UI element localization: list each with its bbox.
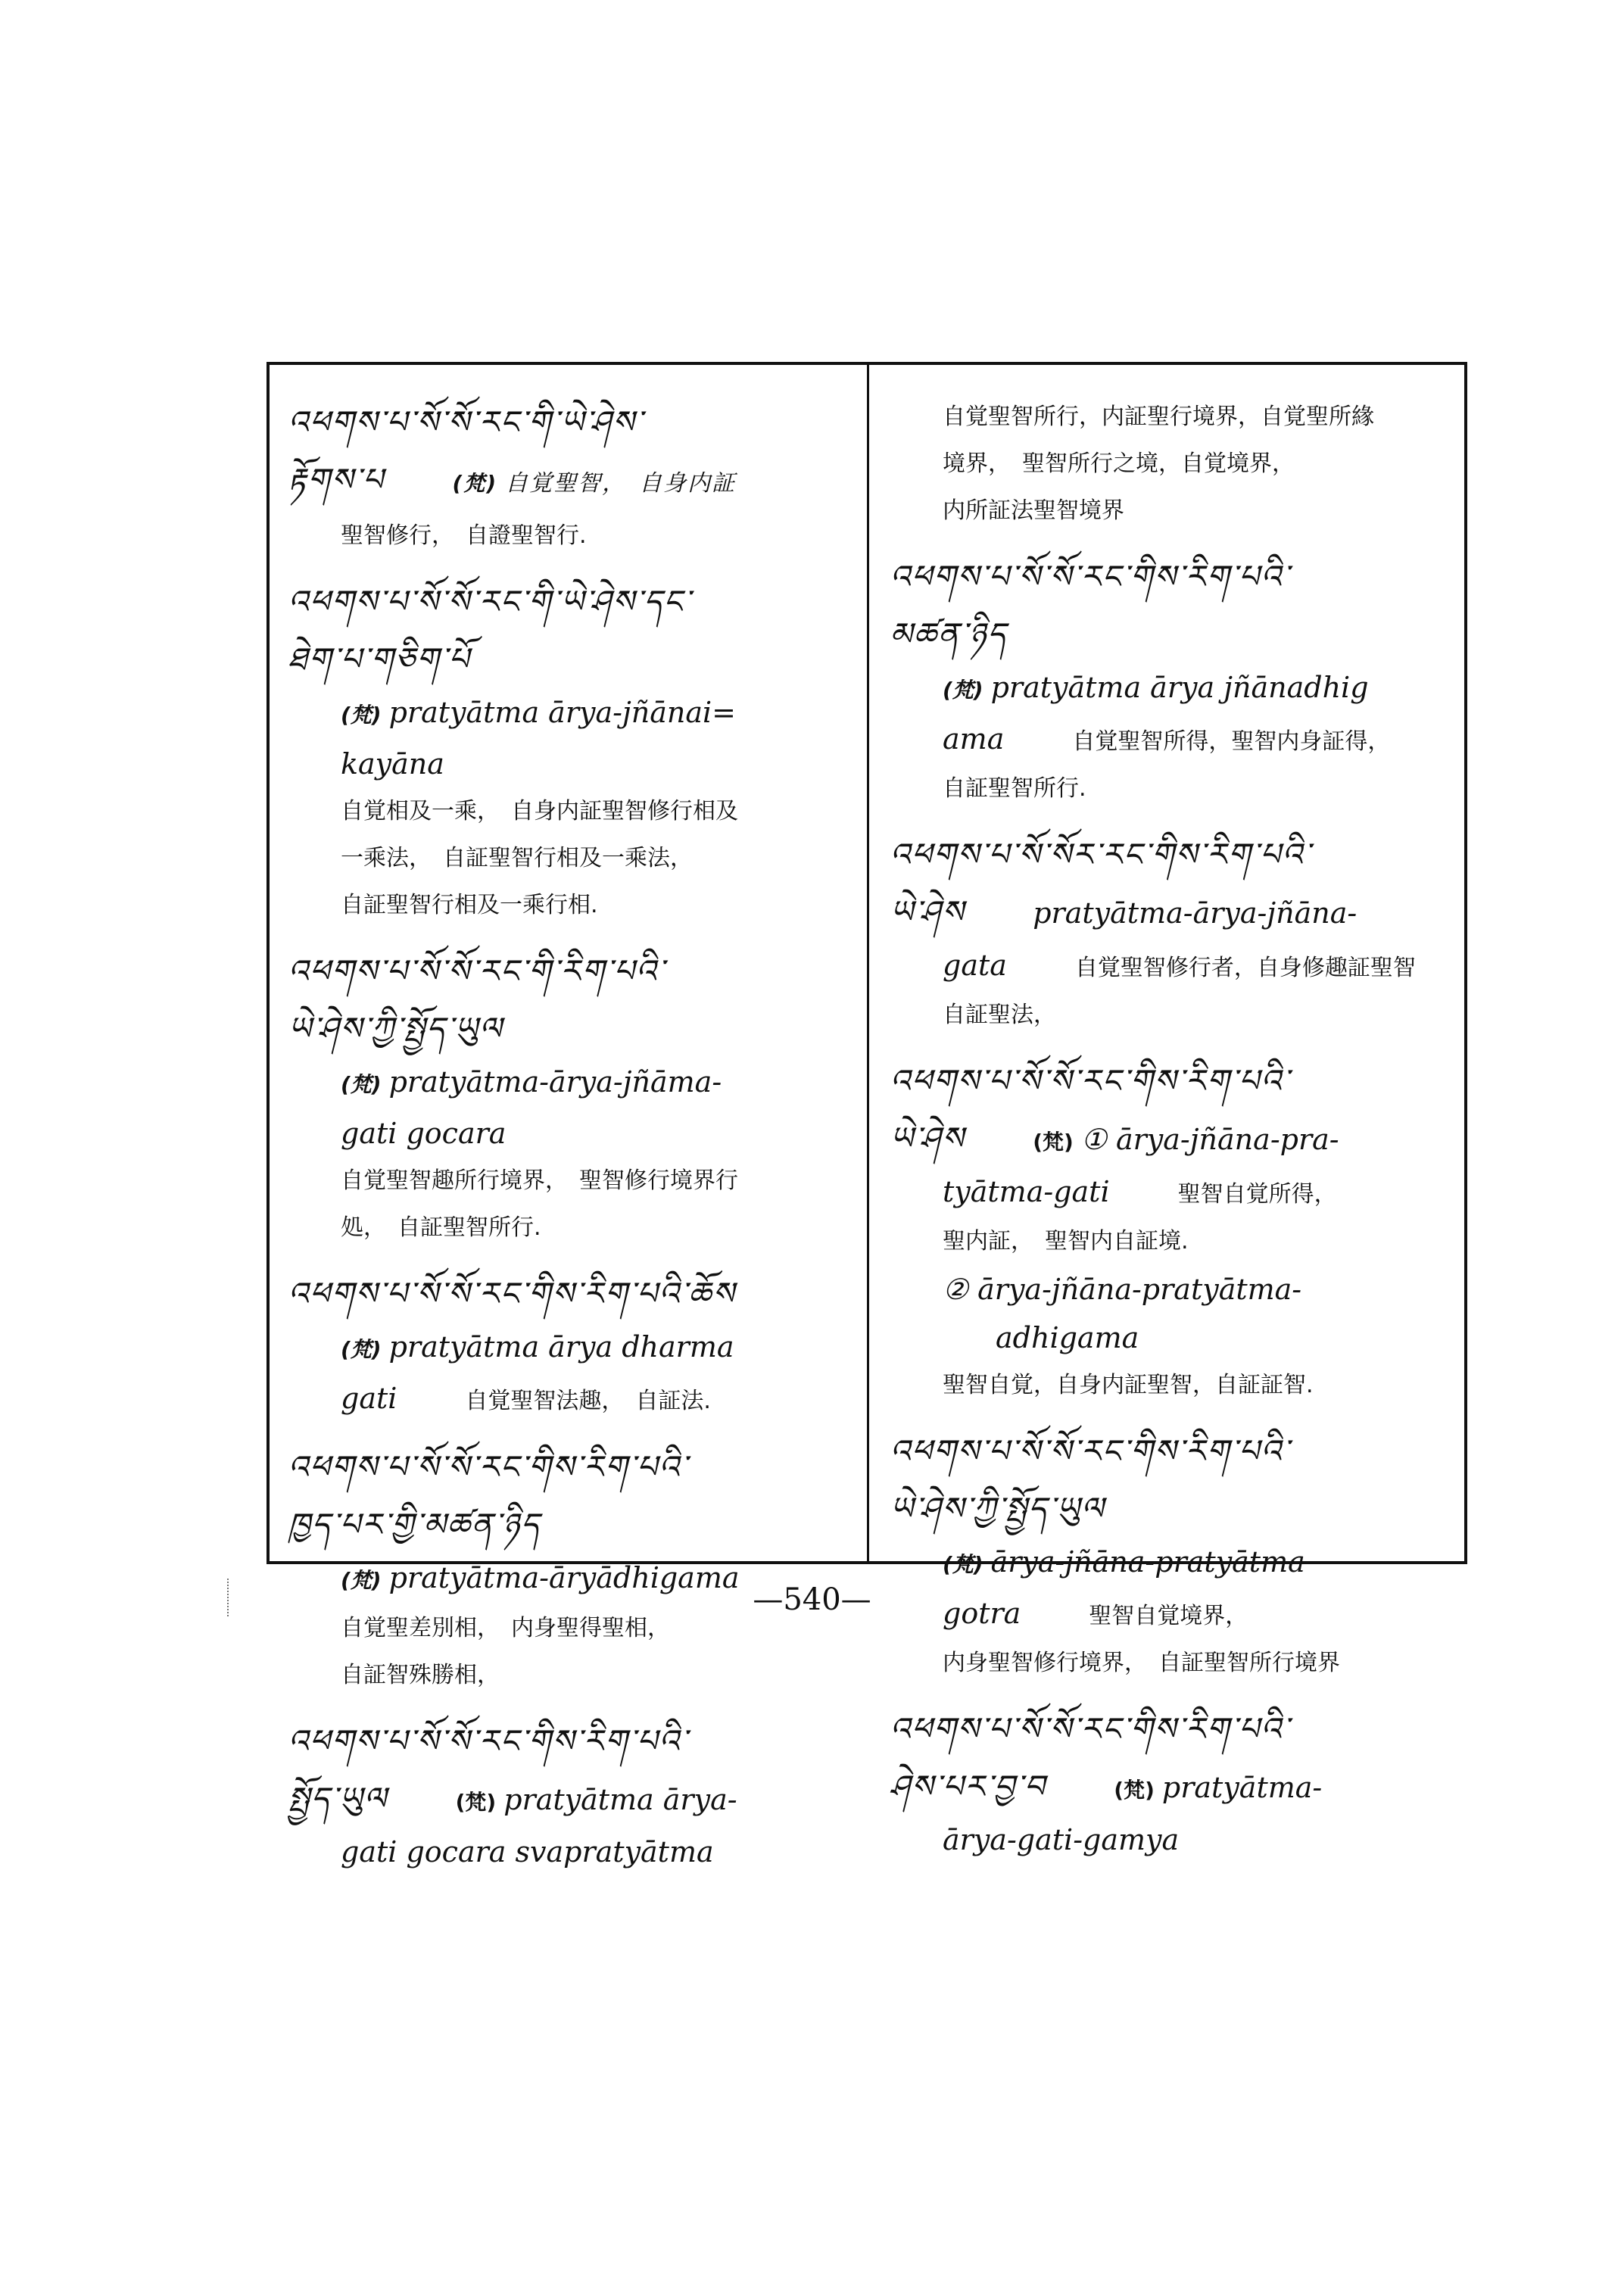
sanskrit-term: ārya-jñāna-pratyātma <box>990 1545 1305 1579</box>
tibetan-headword: འཕགས་པ་སོ་སོ་རང་གིས་རིག་པའི་ཆོས <box>288 1275 736 1312</box>
chinese-gloss: 自覚相及一乘， 自身内証聖智修行相及 <box>341 798 738 824</box>
tibetan-headword: མཚན་ཉིད <box>890 616 1008 653</box>
chinese-gloss: 境界， 聖智所行之境，自覚境界， <box>943 450 1295 477</box>
sanskrit-term: ① ārya-jñāna-pra- <box>1080 1123 1339 1156</box>
tibetan-headword: ཡེ་ཤེས <box>890 893 965 930</box>
entry <box>890 1423 1473 1687</box>
tibetan-headword: འཕགས་པ་སོ་སོ་རང་གིས་རིག་པའི་ <box>288 1448 688 1485</box>
sanskrit-term: tyātma-gati <box>943 1175 1110 1208</box>
tibetan-headword: འཕགས་པ་སོ་སོར་རང་གིས་རིག་པའི་ <box>890 836 1312 873</box>
sanskrit-tag: (梵) <box>455 1790 497 1815</box>
sanskrit-term: pratyātma-āryādhigama <box>388 1561 740 1594</box>
entry <box>890 548 1473 812</box>
sanskrit-tag: (梵) <box>1033 1130 1074 1155</box>
sanskrit-tag: (梵) <box>943 678 983 703</box>
tibetan-headword: འཕགས་པ་སོ་སོ་རང་གིས་རིག་པའི་ <box>890 1062 1290 1099</box>
tibetan-headword: ཡེ་ཤེས་ཀྱི་སྤྱོད་ཡུལ <box>890 1490 1105 1527</box>
chinese-gloss: 自証聖法， <box>943 1002 1056 1028</box>
sanskrit-term: ② ārya-jñāna-pratyātma- <box>943 1273 1302 1306</box>
right-column <box>890 394 1473 1878</box>
entry <box>288 943 871 1251</box>
sanskrit-term: pratyātma-ārya-jñāma- <box>388 1065 722 1099</box>
sanskrit-tag: (梵) <box>452 471 498 496</box>
tibetan-headword: འཕགས་པ་སོ་སོ་རང་གིས་རིག་པའི་ <box>890 1432 1290 1470</box>
tibetan-headword: འཕགས་པ་སོ་སོ་རང་གི་ཡེ་ཤེས་ <box>288 404 644 441</box>
sanskrit-term: gata <box>943 949 1007 982</box>
sanskrit-term: ama <box>943 722 1005 756</box>
sanskrit-term: pratyātma- <box>1161 1771 1323 1804</box>
sanskrit-term: kayāna <box>341 747 444 781</box>
chinese-gloss: 自証智殊勝相， <box>341 1662 500 1688</box>
tibetan-headword: འཕགས་པ་སོ་སོ་རང་གིས་རིག་པའི་ <box>890 558 1290 595</box>
entry <box>890 826 1473 1039</box>
tibetan-headword: རྟོགས་པ <box>288 461 385 498</box>
chinese-gloss: 内身聖智修行境界， 自証聖智所行境界 <box>943 1650 1340 1676</box>
entry-continuation <box>890 394 1473 535</box>
sanskrit-tag: (梵) <box>341 703 382 728</box>
chinese-gloss: 聖智自覚所得， <box>1177 1181 1337 1208</box>
sanskrit-term: pratyātma-ārya-jñāna- <box>1033 896 1357 930</box>
chinese-gloss: 自覚聖智趣所行境界， 聖智修行境界行 <box>341 1167 738 1194</box>
tibetan-headword: འཕགས་པ་སོ་སོ་རང་གིས་རིག་པའི་ <box>288 1722 688 1759</box>
chinese-gloss: 自覚聖智法趣， 自証法. <box>465 1388 711 1414</box>
entry <box>288 1438 871 1699</box>
chinese-gloss: 聖智自覚境界， <box>1089 1603 1248 1629</box>
sanskrit-tag: (梵) <box>341 1337 382 1362</box>
chinese-gloss: 内所証法聖智境界 <box>943 497 1124 524</box>
chinese-gloss: 自覚聖智所得，聖智内身証得， <box>1072 728 1391 755</box>
tibetan-headword: ཁྱད་པར་གྱི་མཚན་ཉིད <box>288 1506 541 1543</box>
chinese-gloss: 自証聖智行相及一乘行相. <box>341 892 598 918</box>
chinese-gloss: 自覚聖智所行，内証聖行境界，自覚聖所緣 <box>943 404 1374 430</box>
entry <box>890 1700 1473 1864</box>
chinese-gloss: 自覚聖智修行者，自身修趣証聖智 <box>1074 955 1416 981</box>
tibetan-headword: ཤེས་པར་བྱ་བ <box>890 1768 1046 1805</box>
tibetan-headword: ཡེ་ཤེས་ཀྱི་སྤྱོད་ཡུལ <box>288 1010 503 1047</box>
tibetan-headword: འཕགས་པ་སོ་སོ་རང་གི་ཡེ་ཤེས་དང་ <box>288 583 692 620</box>
sanskrit-term: pratyātma ārya- <box>503 1783 737 1816</box>
entry <box>288 1713 871 1876</box>
sanskrit-term: pratyātma ārya dharma <box>388 1330 734 1364</box>
entry <box>288 573 871 929</box>
tibetan-headword: ཐེག་པ་གཅིག་པོ <box>288 641 471 678</box>
sanskrit-term: pratyātma ārya-jñānai= <box>388 696 737 729</box>
sanskrit-tag: (梵) <box>341 1072 382 1097</box>
sanskrit-term: pratyātma ārya jñānadhig <box>990 671 1369 704</box>
tibetan-headword: འཕགས་པ་སོ་སོ་རང་གི་རིག་པའི་ <box>288 952 665 990</box>
chinese-gloss: 聖智修行， 自證聖智行. <box>341 522 587 549</box>
chinese-gloss: 聖内証， 聖智内自証境. <box>943 1228 1189 1255</box>
entry <box>288 1265 871 1425</box>
sanskrit-term: adhigama <box>996 1321 1139 1354</box>
sanskrit-term: gati <box>341 1382 397 1415</box>
sanskrit-term: gati gocara <box>341 1117 507 1150</box>
chinese-gloss: 一乘法， 自証聖智行相及一乘法， <box>341 845 693 871</box>
tibetan-headword: སྤྱོད་ཡུལ <box>288 1780 388 1817</box>
sanskrit-tag: (梵) <box>1114 1778 1155 1803</box>
sanskrit-term: gotra <box>943 1597 1021 1630</box>
entry <box>288 394 871 559</box>
chinese-gloss: 自覚聖差別相， 内身聖得聖相， <box>341 1615 670 1641</box>
sanskrit-term: gati gocara svapratyātma <box>341 1835 714 1869</box>
sanskrit-tag: (梵) <box>341 1568 382 1593</box>
sanskrit-tag: (梵) <box>943 1552 983 1577</box>
entry <box>890 1052 1473 1409</box>
left-column <box>288 394 871 1890</box>
page-number: —540— <box>753 1582 871 1617</box>
chinese-gloss: 聖智自覚，自身内証聖智，自証証智. <box>943 1372 1314 1398</box>
chinese-gloss: 処， 自証聖智所行. <box>341 1214 541 1241</box>
chinese-gloss: 自証聖智所行. <box>943 775 1086 802</box>
sanskrit-term: ārya-gati-gamya <box>943 1823 1180 1856</box>
tibetan-headword: འཕགས་པ་སོ་སོ་རང་གིས་རིག་པའི་ <box>890 1710 1290 1747</box>
chinese-gloss: 自覚聖智， 自身内証 <box>505 470 737 497</box>
tibetan-headword: ཡེ་ཤེས <box>890 1120 965 1157</box>
